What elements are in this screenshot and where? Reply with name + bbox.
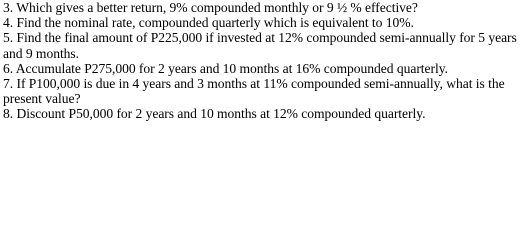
problem-text: If P100,000 is due in 4 years and 3 months at 11% compounded semi-annually, what is the present value? bbox=[3, 76, 505, 107]
problem-text: Discount P50,000 for 2 years and 10 months at 12% compounded quarterly. bbox=[16, 106, 426, 122]
problem-number: 4. bbox=[3, 15, 14, 31]
problem-number: 5. bbox=[3, 30, 14, 46]
problem-text: Accumulate P275,000 for 2 years and 10 months at 16% compounded quarterly. bbox=[15, 60, 448, 76]
problem-item-8 bbox=[3, 106, 518, 121]
problem-number: 7. bbox=[3, 76, 14, 92]
problem-text: Which gives a better return, 9% compounded monthly or 9 ½ % effective? bbox=[16, 0, 418, 15]
problem-item-3 bbox=[3, 0, 518, 15]
problem-text: Find the nominal rate, compounded quarterly which is equivalent to 10%. bbox=[16, 15, 414, 31]
problem-item-4 bbox=[3, 15, 518, 30]
problem-number: 8. bbox=[3, 106, 14, 122]
problem-number: 6. bbox=[3, 60, 14, 76]
problem-item-6 bbox=[3, 61, 518, 76]
problem-item-5 bbox=[3, 30, 518, 60]
problem-number: 3. bbox=[3, 0, 14, 15]
problem-item-7 bbox=[3, 76, 518, 106]
problem-text: Find the final amount of P225,000 if invested at 12% compounded semi-annually for 5 years and 9 months. bbox=[3, 30, 517, 61]
